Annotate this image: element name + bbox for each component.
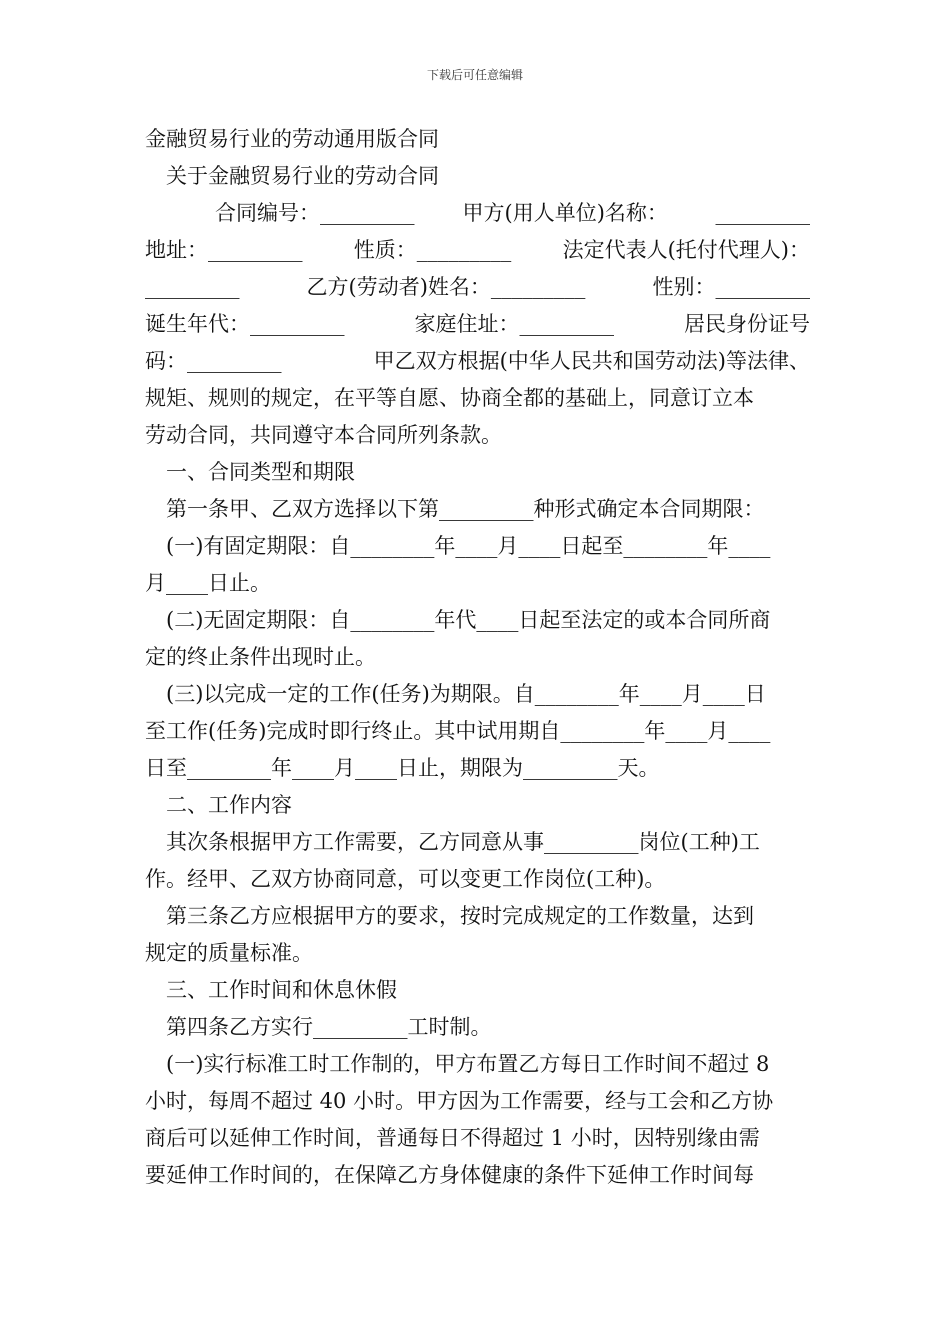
party-a-name-label: 甲方(用人单位)名称： [462, 201, 668, 225]
article-4: 第四条乙方实行_________工时制。 [166, 1015, 492, 1039]
paragraph-1-line-1: (一)实行标准工时工作制的，甲方布置乙方每日工作时间不超过 8 [166, 1052, 770, 1076]
paragraph-1-line-4: 要延伸工作时间的，在保障乙方身体健康的条件下延伸工作时间每 [145, 1163, 754, 1187]
document-body [145, 121, 810, 1194]
paragraph-1-line-3: 商后可以延伸工作时间，普通每日不得超过 1 小时，因特别缘由需 [145, 1126, 760, 1150]
info-line-3 [145, 269, 810, 306]
home-address-field: 家庭住址：_________ [414, 312, 614, 336]
preamble-line-2: 规矩、规则的规定，在平等自愿、协商全都的基础上，同意订立本 [145, 386, 754, 410]
option-2-line-2: 定的终止条件出现时止。 [145, 645, 376, 669]
option-3-line-2: 至工作(任务)完成时即行终止。其中试用期自________年____月____ [145, 719, 771, 743]
article-2-line-2: 作。经甲、乙双方协商同意，可以变更工作岗位(工种)。 [145, 867, 666, 891]
contract-number-field: 合同编号：_________ [215, 201, 415, 225]
info-line-1 [145, 195, 810, 232]
section-1-heading: 一、合同类型和期限 [166, 460, 355, 484]
section-2-heading: 二、工作内容 [166, 793, 292, 817]
article-1: 第一条甲、乙双方选择以下第_________种形式确定本合同期限： [166, 497, 765, 521]
option-3-line-1: (三)以完成一定的工作(任务)为期限。自________年____月____日 [166, 682, 766, 706]
preamble-line-3: 劳动合同，共同遵守本合同所列条款。 [145, 423, 502, 447]
page-header-note: 下载后可任意编辑 [426, 68, 523, 82]
id-number-label: 居民身份证号 [684, 312, 810, 336]
id-number-blank: 码：_________ [145, 349, 282, 373]
info-line-5 [145, 343, 810, 380]
article-3-line-2: 规定的质量标准。 [145, 941, 313, 965]
legal-rep-label: 法定代表人(托付代理人)： [562, 238, 810, 262]
section-3-heading: 三、工作时间和休息休假 [166, 978, 397, 1002]
paragraph-1-line-2: 小时，每周不超过 40 小时。甲方因为工作需要，经与工会和乙方协 [145, 1089, 774, 1113]
option-3-line-3: 日至________年____月____日止，期限为_________天。 [145, 756, 660, 780]
option-1-line-1: (一)有固定期限：自________年____月____日起至________年____ [166, 534, 771, 558]
birth-date-field: 诞生年代：_________ [145, 312, 345, 336]
preamble-start: 甲乙双方根据(中华人民共和国劳动法)等法律、 [373, 349, 810, 373]
article-3-line-1: 第三条乙方应根据甲方的要求，按时完成规定的工作数量，达到 [166, 904, 754, 928]
party-b-name-field: 乙方(劳动者)姓名：_________ [306, 275, 586, 299]
option-2-line-1: (二)无固定期限：自________年代____日起至法定的或本合同所商 [166, 608, 771, 632]
option-1-line-2: 月____日止。 [145, 571, 271, 595]
article-2-line-1: 其次条根据甲方工作需要，乙方同意从事_________岗位(工种)工 [166, 830, 760, 854]
address-field: 地址：_________ [145, 238, 303, 262]
party-a-name-blank: _________ [715, 201, 810, 225]
legal-rep-blank: _________ [145, 275, 240, 299]
info-line-4 [145, 306, 810, 343]
gender-field: 性别：_________ [652, 275, 810, 299]
info-line-2 [145, 232, 810, 269]
nature-field: 性质：_________ [353, 238, 512, 262]
document-subtitle: 关于金融贸易行业的劳动合同 [166, 164, 439, 188]
document-title: 金融贸易行业的劳动通用版合同 [145, 127, 439, 151]
